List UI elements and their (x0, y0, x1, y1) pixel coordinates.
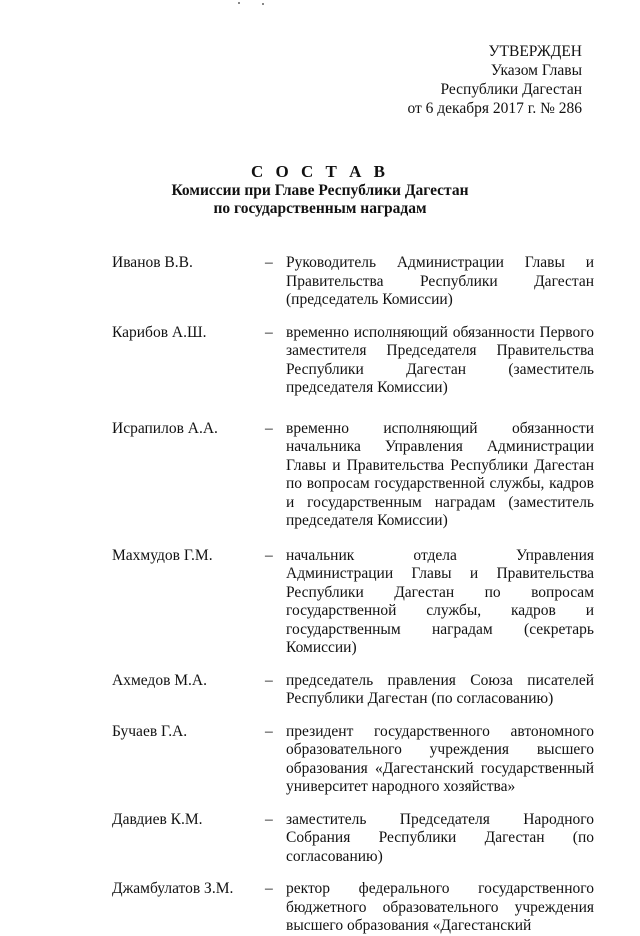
list-item (0, 811, 640, 867)
member-role: председатель правления Союза писателей Республики Дагестан (по согласованию) (286, 671, 594, 707)
scan-speck (262, 3, 264, 5)
approval-stamp (407, 42, 582, 118)
member-dash: – (265, 810, 273, 828)
member-dash: – (265, 722, 273, 740)
member-dash: – (265, 419, 273, 437)
list-item (0, 547, 640, 658)
member-role: временно исполняющий обязанности Первого заместителя Председателя Правительства Республики Дагестан (заместитель председателя Комиссии) (286, 323, 594, 396)
member-name: Ахмедов М.А. (112, 671, 207, 689)
member-name: Бучаев Г.А. (112, 722, 188, 740)
heading-subtitle: по государственным наградам (213, 200, 427, 217)
approval-line: УТВЕРЖДЕН (488, 43, 582, 60)
scan-speck (238, 2, 240, 4)
approval-line: Указом Главы (490, 62, 582, 79)
list-item (0, 880, 640, 936)
member-name: Джамбулатов З.М. (112, 880, 234, 897)
document-heading (0, 163, 640, 218)
member-role: президент государственного автономного образовательного учреждения высшего образования «Дагестанский государственный университет народного хозяйства» (286, 722, 594, 795)
approval-line: от 6 декабря 2017 г. № 286 (407, 100, 582, 117)
member-dash: – (265, 671, 273, 689)
list-item (0, 672, 640, 709)
member-role: Руководитель Администрации Главы и Правительства Республики Дагестан (председатель Комиссии) (286, 254, 594, 308)
list-item (0, 324, 640, 398)
list-item (0, 420, 640, 531)
heading-title: С О С Т А В (251, 162, 389, 181)
member-role: заместитель Председателя Народного Собрания Республики Дагестан (по согласованию) (286, 810, 594, 865)
member-role: ректор федерального государственного бюджетного образовательного учреждения высшего образования «Дагестанский (286, 880, 594, 934)
members-list (0, 254, 640, 936)
list-item (0, 254, 640, 310)
member-name: Иванов В.В. (112, 254, 193, 271)
heading-subtitle: Комиссии при Главе Республики Дагестан (171, 182, 469, 199)
member-name: Махмудов Г.М. (112, 546, 213, 564)
member-role: временно исполняющий обязанности начальника Управления Администрации Главы и Правительства Республики Дагестан по вопросам государственной службы, кадров и государственным наградам (заместитель председателя Комиссии) (286, 419, 594, 529)
member-dash: – (265, 254, 273, 271)
member-name: Исрапилов А.А. (112, 419, 218, 437)
member-name: Карибов А.Ш. (112, 323, 207, 341)
member-role: начальник отдела Управления Администрации Главы и Правительства Республики Дагестан по вопросам государственной службы, кадров и государственным наградам (секретарь Комиссии) (286, 546, 594, 656)
member-dash: – (265, 323, 273, 341)
member-dash: – (265, 546, 273, 564)
list-item (0, 723, 640, 797)
approval-line: Республики Дагестан (440, 81, 582, 98)
member-dash: – (265, 880, 273, 897)
member-name: Давдиев К.М. (112, 810, 203, 828)
